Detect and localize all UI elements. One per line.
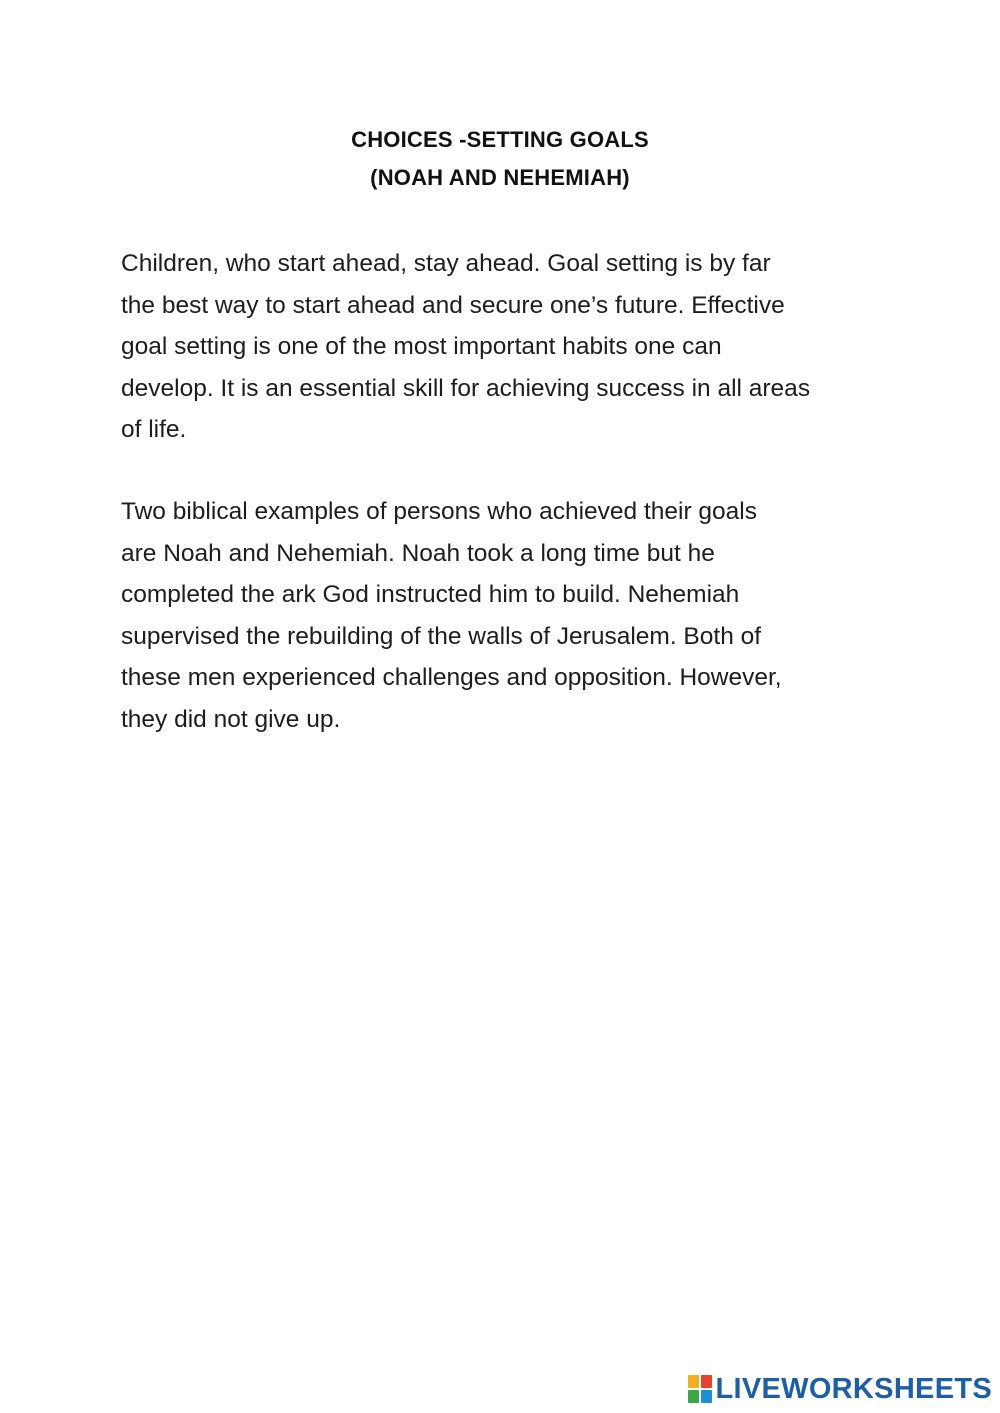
brand-wordmark: LIVEWORKSHEETS [715,1373,992,1405]
paragraph-line: they did not give up. [121,705,341,733]
paragraph-line: goal setting is one of the most important habits one can [121,333,722,360]
paragraph-line: completed the ark God instructed him to build. Nehemiah [121,581,740,608]
paragraph-line: these men experienced challenges and opposition. However, [121,664,782,691]
paragraph-line: are Noah and Nehemiah. Noah took a long time but he [121,539,715,567]
logo-tile [688,1375,699,1388]
logo-tile [688,1390,699,1403]
liveworksheets-logo-icon [688,1375,712,1403]
paragraph-examples [121,491,891,740]
logo-tile [701,1375,712,1388]
paragraph-line: Children, who start ahead, stay ahead. Goal setting is by far [121,250,771,277]
paragraph-line: develop. It is an essential skill for achieving success in all areas [121,374,811,402]
paragraph-line: of life. [121,416,187,443]
paragraph-line: the best way to start ahead and secure one’s future. Effective [121,291,785,319]
title-line-2: (NOAH AND NEHEMIAH) [370,165,630,190]
document-title [0,121,1000,197]
paragraph-line: Two biblical examples of persons who achieved their goals [121,498,757,525]
paragraph-intro [121,243,891,451]
title-line-1: CHOICES -SETTING GOALS [351,127,649,152]
logo-tile [701,1390,712,1403]
liveworksheets-brand [688,1372,993,1406]
paragraph-line: supervised the rebuilding of the walls of Jerusalem. Both of [121,622,762,650]
